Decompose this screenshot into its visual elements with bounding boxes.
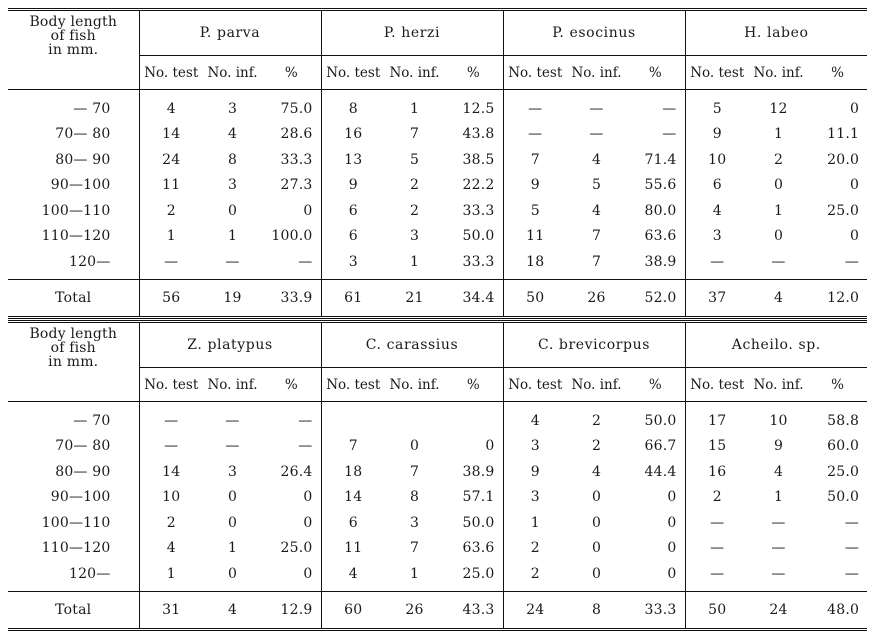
no-inf-value: 4 (591, 151, 602, 168)
no-inf-value: 0 (227, 202, 238, 219)
no-inf-value: 0 (409, 438, 420, 455)
no-test-value: 24 (139, 147, 203, 173)
total-percent: 33.3 (626, 591, 685, 629)
total-no-inf: 24 (749, 591, 808, 629)
no-inf-value: 5 (591, 177, 602, 194)
percent-value: 0 (485, 438, 495, 455)
no-test-value: 4 (503, 402, 567, 434)
no-inf-value: — (771, 540, 786, 557)
body-length-label: 80— 90 (8, 147, 139, 173)
no-inf-value: — (771, 253, 786, 270)
species-c-brevicorpus-header: C. brevicorpus (503, 323, 685, 368)
percent-value: 75.0 (280, 100, 313, 117)
total-no-inf: 21 (385, 279, 444, 317)
no-test-value: 6 (321, 224, 385, 250)
body-length-label: 120— (8, 561, 139, 591)
no-inf-value: 7 (591, 228, 602, 245)
no-inf-header: No. inf. (385, 56, 444, 90)
percent-value: 22.2 (462, 177, 495, 194)
no-inf-value: 1 (773, 126, 784, 143)
percent-value: 50.0 (644, 412, 677, 429)
total-percent: 34.4 (444, 279, 503, 317)
percent-value: 0 (303, 565, 313, 582)
bottom-rule (8, 317, 867, 319)
percent-value: — (844, 514, 860, 531)
no-test-value: 17 (685, 402, 749, 434)
no-inf-value: 2 (409, 202, 420, 219)
species-acheilo-sp-header: Acheilo. sp. (685, 323, 867, 368)
no-test-value: 6 (321, 510, 385, 536)
no-inf-value: 0 (227, 489, 238, 506)
no-test-header: No. test (139, 368, 203, 402)
percent-value: 25.0 (827, 202, 860, 219)
table-row (8, 485, 867, 511)
no-inf-value: — (225, 438, 240, 455)
percent-value: 38.9 (644, 253, 677, 270)
no-inf-value: 4 (591, 463, 602, 480)
no-inf-value: 0 (227, 514, 238, 531)
no-inf-value: 12 (769, 100, 788, 117)
percent-value: — (844, 253, 860, 270)
total-no-test: 61 (321, 279, 385, 317)
table-row (8, 536, 867, 562)
table-row (8, 198, 867, 224)
no-test-value: 1 (503, 510, 567, 536)
percent-value: 50.0 (462, 228, 495, 245)
no-inf-header: No. inf. (567, 368, 626, 402)
species-z-platypus-header: Z. platypus (139, 323, 321, 368)
no-inf-value: 3 (227, 177, 238, 194)
percent-value: — (844, 540, 860, 557)
no-test-value: 9 (503, 459, 567, 485)
no-test-value (321, 402, 385, 434)
no-inf-value: 0 (227, 565, 238, 582)
body-length-label: 90—100 (8, 173, 139, 199)
no-inf-value: 5 (409, 151, 420, 168)
no-inf-value: 2 (591, 438, 602, 455)
percent-value: 27.3 (280, 177, 313, 194)
table-row (8, 459, 867, 485)
body-length-label: 110—120 (8, 224, 139, 250)
body-length-label: 90—100 (8, 485, 139, 511)
percent-value: 12.5 (462, 100, 495, 117)
percent-value: 33.3 (462, 253, 495, 270)
no-test-header: No. test (321, 368, 385, 402)
no-test-value: 15 (685, 434, 749, 460)
no-inf-value: 3 (409, 228, 420, 245)
no-test-value: 4 (685, 198, 749, 224)
no-test-value: 2 (503, 561, 567, 591)
percent-value: — (298, 438, 313, 455)
table-row (8, 510, 867, 536)
no-test-value: 6 (685, 173, 749, 199)
species-p-herzi-header: P. herzi (321, 11, 503, 56)
table-row (8, 147, 867, 173)
no-test-header: No. test (503, 368, 567, 402)
total-label: Total (8, 279, 139, 317)
no-inf-value: 1 (409, 100, 420, 117)
no-inf-value: 3 (227, 463, 238, 480)
table-row (8, 434, 867, 460)
body-length-label: — 70 (8, 90, 139, 122)
table-row (8, 402, 867, 434)
percent-header: % (262, 368, 321, 402)
no-inf-value: — (771, 565, 786, 582)
no-test-value: 3 (685, 224, 749, 250)
total-row (8, 591, 867, 629)
total-no-inf: 4 (749, 279, 808, 317)
percent-value: 26.4 (280, 463, 313, 480)
no-test-value: 10 (139, 485, 203, 511)
no-test-value: 14 (321, 485, 385, 511)
no-inf-value: — (589, 100, 604, 117)
infection-table-1 (8, 8, 867, 319)
no-inf-value: 2 (591, 412, 602, 429)
total-no-test: 37 (685, 279, 749, 317)
no-test-value: 3 (503, 434, 567, 460)
percent-value: 25.0 (827, 463, 860, 480)
no-test-value: — (685, 249, 749, 279)
total-no-inf: 8 (567, 591, 626, 629)
percent-value: 55.6 (644, 177, 677, 194)
percent-value: 0 (303, 489, 313, 506)
body-length-label: 100—110 (8, 510, 139, 536)
no-test-header: No. test (139, 56, 203, 90)
percent-value: — (662, 126, 677, 143)
percent-value: 80.0 (644, 202, 677, 219)
no-test-header: No. test (685, 56, 749, 90)
no-test-value: 3 (503, 485, 567, 511)
percent-value: 0 (667, 489, 677, 506)
body-length-label: 70— 80 (8, 434, 139, 460)
body-length-header-line: Body length (29, 326, 118, 342)
total-no-inf: 26 (567, 279, 626, 317)
no-test-value: 6 (321, 198, 385, 224)
percent-value: 58.8 (827, 412, 860, 429)
percent-header: % (626, 56, 685, 90)
percent-value: 0 (667, 565, 677, 582)
table-row (8, 173, 867, 199)
percent-value: 44.4 (644, 463, 677, 480)
no-test-value: 11 (321, 536, 385, 562)
body-length-header-line: Body length (29, 14, 118, 30)
no-inf-value: 3 (227, 100, 238, 117)
no-inf-value: 0 (591, 514, 602, 531)
total-no-inf: 19 (203, 279, 262, 317)
total-no-test: 60 (321, 591, 385, 629)
no-inf-value: 3 (409, 514, 420, 531)
no-test-value: — (685, 536, 749, 562)
total-no-test: 56 (139, 279, 203, 317)
no-test-value: 11 (139, 173, 203, 199)
percent-value: 71.4 (644, 151, 677, 168)
no-inf-value: 4 (773, 463, 784, 480)
percent-value (444, 402, 503, 434)
no-inf-value: 8 (409, 489, 420, 506)
percent-value: 20.0 (827, 151, 860, 168)
percent-value: 25.0 (280, 540, 313, 557)
no-test-value: 14 (139, 459, 203, 485)
no-inf-value: 1 (227, 540, 238, 557)
no-test-value: — (503, 90, 567, 122)
table-row (8, 249, 867, 279)
body-length-header-line: in mm. (48, 354, 99, 370)
total-percent: 12.9 (262, 591, 321, 629)
no-test-value: 7 (503, 147, 567, 173)
total-percent: 12.0 (808, 279, 867, 317)
body-length-header-line: of fish (50, 340, 96, 356)
no-test-value: 11 (503, 224, 567, 250)
total-percent: 43.3 (444, 591, 503, 629)
no-test-value: 5 (503, 198, 567, 224)
no-test-value: 2 (685, 485, 749, 511)
percent-value: 50.0 (827, 489, 860, 506)
body-length-label: 120— (8, 249, 139, 279)
percent-value: — (844, 565, 860, 582)
no-test-value: 1 (139, 224, 203, 250)
percent-value: — (662, 100, 677, 117)
percent-value: — (298, 253, 313, 270)
percent-header: % (262, 56, 321, 90)
total-row (8, 279, 867, 317)
no-test-value: 2 (503, 536, 567, 562)
body-length-header-line: of fish (50, 28, 96, 44)
no-inf-value: 7 (409, 540, 420, 557)
no-test-value: — (139, 402, 203, 434)
total-percent: 52.0 (626, 279, 685, 317)
no-test-value: 4 (139, 536, 203, 562)
no-test-header: No. test (685, 368, 749, 402)
no-test-value: — (139, 249, 203, 279)
body-length-header-line: in mm. (48, 42, 99, 58)
percent-value: 25.0 (462, 565, 495, 582)
total-label: Total (8, 591, 139, 629)
no-inf-header: No. inf. (203, 56, 262, 90)
total-percent: 48.0 (808, 591, 867, 629)
percent-header: % (444, 56, 503, 90)
no-test-value: 2 (139, 198, 203, 224)
species-header-row (8, 323, 867, 368)
no-test-value: 5 (685, 90, 749, 122)
total-no-test: 31 (139, 591, 203, 629)
percent-value: 11.1 (827, 126, 860, 143)
no-test-value: 2 (139, 510, 203, 536)
no-inf-value: 4 (227, 126, 238, 143)
no-inf-value: 0 (773, 228, 784, 245)
percent-value: 0 (667, 514, 677, 531)
no-test-value: 13 (321, 147, 385, 173)
no-inf-value (385, 402, 444, 434)
species-p-esocinus-header: P. esocinus (503, 11, 685, 56)
no-test-value: — (685, 561, 749, 591)
species-c-carassius-header: C. carassius (321, 323, 503, 368)
no-inf-value: 0 (591, 565, 602, 582)
percent-value: 0 (303, 514, 313, 531)
percent-value: 60.0 (827, 438, 860, 455)
body-length-label: 110—120 (8, 536, 139, 562)
percent-value: 0 (850, 177, 860, 194)
percent-value: 66.7 (644, 438, 677, 455)
no-inf-value: 7 (409, 463, 420, 480)
body-length-label: 70— 80 (8, 122, 139, 148)
no-inf-value: 0 (773, 177, 784, 194)
body-length-header (8, 11, 139, 90)
no-inf-value: — (589, 126, 604, 143)
body-length-label: — 70 (8, 402, 139, 434)
no-inf-value: 7 (409, 126, 420, 143)
no-test-value: 9 (503, 173, 567, 199)
infection-table-2 (8, 320, 867, 631)
no-inf-header: No. inf. (567, 56, 626, 90)
no-test-value: 18 (503, 249, 567, 279)
table-row (8, 224, 867, 250)
table-row (8, 90, 867, 122)
percent-value: 38.9 (462, 463, 495, 480)
total-no-test: 24 (503, 591, 567, 629)
no-inf-value: 1 (773, 489, 784, 506)
total-no-test: 50 (685, 591, 749, 629)
percent-value: 100.0 (271, 228, 313, 245)
percent-header: % (808, 368, 867, 402)
percent-value: 63.6 (462, 540, 495, 557)
no-test-value: 16 (321, 122, 385, 148)
species-header-row (8, 11, 867, 56)
percent-value: 0 (667, 540, 677, 557)
percent-value: 33.3 (280, 151, 313, 168)
no-test-value: 7 (321, 434, 385, 460)
no-inf-value: 1 (227, 228, 238, 245)
no-inf-value: — (225, 253, 240, 270)
bottom-rule (8, 629, 867, 631)
no-inf-value: 8 (227, 151, 238, 168)
no-test-value: 4 (321, 561, 385, 591)
percent-value: 38.5 (462, 151, 495, 168)
no-inf-value: 2 (409, 177, 420, 194)
body-length-label: 80— 90 (8, 459, 139, 485)
percent-value: 0 (303, 202, 313, 219)
no-test-value: 16 (685, 459, 749, 485)
total-no-test: 50 (503, 279, 567, 317)
table-row (8, 122, 867, 148)
percent-value: 28.6 (280, 126, 313, 143)
no-inf-value: 4 (591, 202, 602, 219)
table-row (8, 561, 867, 591)
no-inf-value: 1 (409, 565, 420, 582)
no-inf-value: 7 (591, 253, 602, 270)
total-percent: 33.9 (262, 279, 321, 317)
percent-value: 0 (850, 100, 860, 117)
no-test-value: — (685, 510, 749, 536)
percent-value: 50.0 (462, 514, 495, 531)
percent-value: 43.8 (462, 126, 495, 143)
no-inf-value: 0 (591, 540, 602, 557)
no-test-value: 18 (321, 459, 385, 485)
no-test-value: 3 (321, 249, 385, 279)
no-inf-value: 1 (409, 253, 420, 270)
no-inf-value: — (771, 514, 786, 531)
no-inf-value: 9 (773, 438, 784, 455)
percent-header: % (444, 368, 503, 402)
no-test-value: 8 (321, 90, 385, 122)
total-no-inf: 26 (385, 591, 444, 629)
percent-value: 57.1 (462, 489, 495, 506)
species-p-parva-header: P. parva (139, 11, 321, 56)
no-test-value: 1 (139, 561, 203, 591)
no-inf-value: 2 (773, 151, 784, 168)
no-inf-value: 10 (769, 412, 788, 429)
percent-value: 33.3 (462, 202, 495, 219)
no-inf-header: No. inf. (385, 368, 444, 402)
total-no-inf: 4 (203, 591, 262, 629)
percent-value: 63.6 (644, 228, 677, 245)
no-inf-value: 1 (773, 202, 784, 219)
no-test-header: No. test (503, 56, 567, 90)
no-test-header: No. test (321, 56, 385, 90)
percent-header: % (626, 368, 685, 402)
body-length-label: 100—110 (8, 198, 139, 224)
no-test-value: 9 (321, 173, 385, 199)
no-test-value: 10 (685, 147, 749, 173)
no-test-value: — (139, 434, 203, 460)
no-inf-header: No. inf. (203, 368, 262, 402)
no-test-value: 14 (139, 122, 203, 148)
no-test-value: 4 (139, 90, 203, 122)
percent-header: % (808, 56, 867, 90)
no-inf-value: — (225, 412, 240, 429)
no-inf-header: No. inf. (749, 368, 808, 402)
species-h-labeo-header: H. labeo (685, 11, 867, 56)
no-inf-value: 0 (591, 489, 602, 506)
no-inf-header: No. inf. (749, 56, 808, 90)
no-test-value: 9 (685, 122, 749, 148)
percent-value: — (298, 412, 313, 429)
percent-value: 0 (850, 228, 860, 245)
no-test-value: — (503, 122, 567, 148)
body-length-header (8, 323, 139, 402)
